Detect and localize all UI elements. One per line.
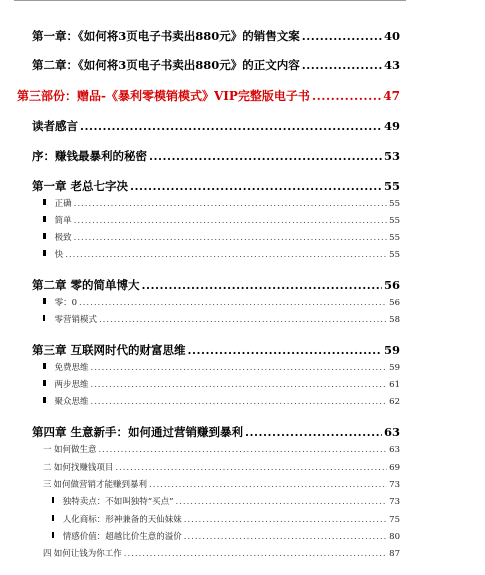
toc-entry-chapter2[interactable]	[32, 277, 400, 293]
toc-subentry[interactable]	[43, 461, 400, 473]
toc-page: 80	[389, 532, 400, 542]
toc-entry-chapter4[interactable]	[32, 424, 400, 440]
toc-page: 55	[389, 199, 400, 209]
toc-page: 73	[389, 497, 400, 507]
toc-leader	[312, 89, 381, 103]
toc-page: 59	[383, 343, 400, 357]
toc-subentry[interactable]	[43, 547, 400, 559]
toc-page: 61	[389, 380, 400, 390]
toc-number: 四	[43, 549, 52, 559]
toc-subentry[interactable]	[43, 248, 400, 260]
toc-page: 55	[389, 216, 400, 226]
toc-title: 第一章：《如何将3页电子书卖出880元》的销售文案	[32, 29, 300, 43]
toc-title: 聚众思维	[54, 397, 89, 407]
toc-page: 75	[389, 515, 400, 525]
toc-leader	[65, 250, 387, 260]
toc-page: 49	[383, 119, 400, 133]
toc-leader	[302, 29, 382, 43]
toc-leader	[80, 119, 382, 133]
toc-title: 第四章 生意新手：如何通过营销赚到暴利	[32, 425, 244, 439]
toc-entry-preface[interactable]	[32, 148, 400, 164]
square-bullet-icon	[43, 298, 46, 304]
toc-page: 40	[383, 29, 400, 43]
toc-leader	[74, 216, 388, 226]
toc-leader	[188, 343, 382, 357]
toc-subsubentry[interactable]	[52, 513, 400, 525]
square-bullet-icon	[52, 515, 54, 521]
toc-title: 第三章 互联网时代的财富思维	[32, 343, 186, 357]
toc-entry-reader-reviews[interactable]	[32, 118, 400, 134]
toc-page: 63	[383, 425, 400, 439]
toc-page: 87	[389, 549, 400, 559]
square-bullet-icon	[43, 216, 46, 222]
toc-title: 如何做生意	[53, 445, 97, 455]
toc-page: 56	[389, 298, 400, 308]
toc-leader	[98, 445, 387, 455]
toc-title: 零营销模式	[54, 315, 97, 325]
toc-leader	[245, 425, 382, 439]
toc-leader	[130, 179, 382, 193]
toc-page: 69	[389, 463, 400, 473]
square-bullet-icon	[43, 315, 45, 321]
square-bullet-icon	[43, 397, 46, 403]
toc-title: 如何找赚钱项目	[53, 463, 114, 473]
square-bullet-icon	[43, 363, 46, 369]
toc-subentry[interactable]	[43, 313, 400, 325]
toc-leader	[91, 397, 388, 407]
toc-page: 43	[383, 58, 400, 72]
toc-subsubentry[interactable]	[52, 530, 400, 542]
toc-page: 55	[389, 233, 400, 243]
toc-leader	[74, 233, 388, 243]
toc-page: 58	[389, 315, 400, 325]
toc-leader	[184, 532, 387, 542]
toc-page: 63	[389, 445, 400, 455]
toc-leader	[149, 149, 382, 163]
toc-page: 62	[389, 397, 400, 407]
toc-title: 正确	[54, 199, 72, 209]
square-bullet-icon	[52, 497, 54, 503]
toc-title: 如何让钱为你工作	[53, 549, 122, 559]
toc-subentry[interactable]	[43, 214, 400, 226]
toc-title: 序：赚钱最暴利的秘密	[32, 149, 147, 163]
toc-entry-chapter1[interactable]	[32, 178, 400, 194]
toc-title: 第三部份：赠品-《暴利零模销模式》VIP完整版电子书	[17, 89, 310, 103]
toc-page: 47	[383, 89, 400, 103]
toc-subentry[interactable]	[43, 361, 400, 373]
toc-leader	[91, 363, 388, 373]
top-rule	[14, 0, 406, 1]
square-bullet-icon	[43, 199, 46, 205]
toc-title: 人化商标：形神兼备的天仙妹妹	[62, 515, 182, 525]
toc-subentry[interactable]	[43, 231, 400, 243]
toc-title: 简单	[54, 216, 72, 226]
toc-subentry[interactable]	[43, 478, 400, 490]
toc-subentry[interactable]	[43, 443, 400, 455]
toc-subentry[interactable]	[43, 296, 400, 308]
toc-subsubentry[interactable]	[52, 495, 400, 507]
square-bullet-icon	[43, 233, 46, 239]
toc-page: 53	[383, 149, 400, 163]
toc-page: 55	[383, 179, 400, 193]
toc-title: 免费思维	[54, 363, 89, 373]
toc-number: 一	[43, 445, 52, 455]
toc-entry-chapter2-body[interactable]	[32, 57, 400, 73]
toc-leader	[79, 298, 387, 308]
toc-leader	[91, 380, 388, 390]
toc-title: 快	[54, 250, 64, 260]
toc-page: 59	[389, 363, 400, 373]
toc-title: 两步思维	[54, 380, 89, 390]
toc-title: 读者感言	[32, 119, 78, 133]
toc-leader	[175, 497, 387, 507]
toc-leader	[99, 315, 387, 325]
toc-page: 73	[389, 480, 400, 490]
toc-leader	[142, 278, 382, 292]
toc-leader	[124, 549, 387, 559]
toc-leader	[184, 515, 387, 525]
toc-subentry[interactable]	[43, 378, 400, 390]
toc-leader	[74, 199, 388, 209]
square-bullet-icon	[52, 532, 54, 538]
toc-title: 独特卖点：不如叫独特“买点”	[62, 497, 174, 507]
toc-subentry[interactable]	[43, 197, 400, 209]
toc-title: 如何做营销才能赚到暴利	[53, 480, 148, 490]
toc-title: 零：0	[54, 298, 78, 308]
toc-title: 第二章 零的简单博大	[32, 278, 140, 292]
toc-page: 56	[383, 278, 400, 292]
toc-entry-chapter1-sales-copy[interactable]	[32, 28, 400, 44]
toc-leader	[302, 58, 382, 72]
toc-title: 极致	[54, 233, 72, 243]
toc-page: 55	[389, 250, 400, 260]
toc-entry-chapter3[interactable]	[32, 342, 400, 358]
toc-number: 三	[43, 480, 52, 490]
toc-entry-part3-bonus[interactable]	[17, 87, 400, 104]
toc-title: 第一章 老总七字决	[32, 179, 129, 193]
toc-title: 第二章：《如何将3页电子书卖出880元》的正文内容	[32, 58, 300, 72]
toc-leader	[115, 463, 387, 473]
toc-title: 情感价值：超越比价生意的溢价	[62, 532, 182, 542]
square-bullet-icon	[43, 380, 46, 386]
square-bullet-icon	[43, 250, 46, 256]
toc-number: 二	[43, 463, 52, 473]
toc-leader	[149, 480, 387, 490]
toc-subentry[interactable]	[43, 395, 400, 407]
